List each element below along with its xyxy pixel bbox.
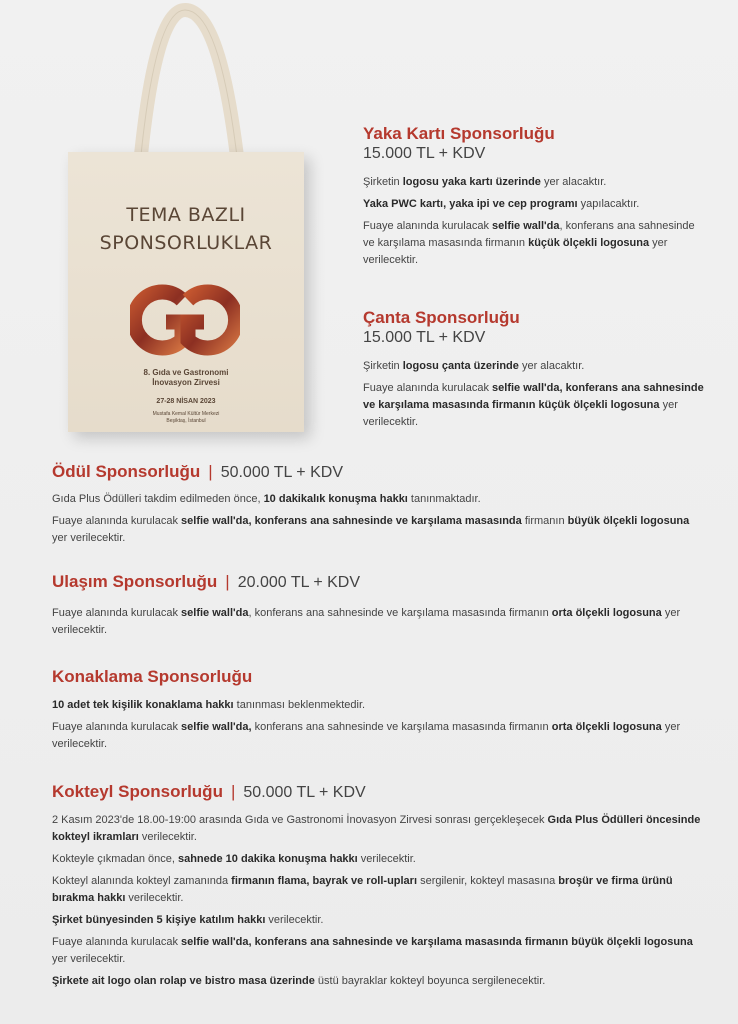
konaklama-section — [52, 667, 702, 758]
bag-title-line1: TEMA BAZLI — [126, 204, 246, 226]
bag-venue-line1: Mustafa Kemal Kültür Merkezi — [152, 411, 220, 417]
konaklama-item: Fuaye alanında kurulacak selfie wall'da, konferans ana sahnesinde ve karşılama masasında firmanın orta ölçekli logosuna yer verilecektir. — [52, 721, 681, 750]
gg-logo-icon — [130, 280, 240, 360]
bag-body — [68, 152, 304, 432]
canta-title: Çanta Sponsorluğu — [363, 308, 520, 327]
bag-venue-line2: Beşiktaş, İstanbul — [166, 418, 206, 424]
ulasim-section — [52, 572, 702, 644]
odul-heading: Ödül Sponsorluğu | 50.000 TL + KDV — [52, 462, 343, 481]
ulasim-price: 20.000 TL + KDV — [237, 574, 361, 591]
tote-bag-image — [60, 0, 310, 440]
kokteyl-section — [52, 782, 702, 995]
odul-item: Gıda Plus Ödülleri takdim edilmeden önce, 10 dakikalık konuşma hakkı tanınmaktadır. — [52, 493, 481, 505]
yaka-karti-title: Yaka Kartı Sponsorluğu — [363, 124, 555, 143]
kokteyl-item: 2 Kasım 2023'de 18.00-19:00 arasında Gıda ve Gastronomi İnovasyon Zirvesi sonrası gerçekleşecek Gıda Plus Ödülleri öncesinde kokteyl ikramları verilecektir. — [52, 814, 701, 843]
konaklama-heading: Konaklama Sponsorluğu — [52, 667, 253, 686]
canta-item: Fuaye alanında kurulacak selfie wall'da, konferans ana sahnesinde ve karşılama masasında firmanın küçük ölçekli logosuna yer verilecektir. — [363, 382, 704, 428]
bag-event-line1: 8. Gıda ve Gastronomi — [143, 368, 229, 377]
ulasim-item: Fuaye alanında kurulacak selfie wall'da, konferans ana sahnesinde ve karşılama masasında firmanın orta ölçekli logosuna yer verilecektir. — [52, 607, 681, 636]
yaka-karti-item: Yaka PWC kartı, yaka ipi ve cep programı yapılacaktır. — [363, 198, 640, 210]
bag-dates: 27-28 NİSAN 2023 — [156, 398, 216, 405]
kokteyl-price: 50.000 TL + KDV — [243, 784, 366, 801]
bag-handles-icon — [60, 0, 310, 170]
kokteyl-item: Şirkete ait logo olan rolap ve bistro masa üzerinde üstü bayraklar kokteyl boyunca sergilenecektir. — [52, 975, 546, 987]
yaka-karti-section — [363, 124, 708, 274]
konaklama-item: 10 adet tek kişilik konaklama hakkı tanınması beklenmektedir. — [52, 699, 366, 711]
yaka-karti-item: Şirketin logosu yaka kartı üzerinde yer alacaktır. — [363, 176, 607, 188]
kokteyl-item: Şirket bünyesinden 5 kişiye katılım hakkı verilecektir. — [52, 914, 324, 926]
canta-item: Şirketin logosu çanta üzerinde yer alacaktır. — [363, 360, 585, 372]
odul-section — [52, 462, 702, 552]
bag-title-line2: SPONSORLUKLAR — [99, 232, 273, 254]
kokteyl-item: Fuaye alanında kurulacak selfie wall'da, konferans ana sahnesinde ve karşılama masasında firmanın büyük ölçekli logosuna yer verilecektir. — [52, 936, 693, 965]
yaka-karti-item: Fuaye alanında kurulacak selfie wall'da, konferans ana sahnesinde ve karşılama masasında firmanın küçük ölçekli logosuna yer verilecektir. — [363, 220, 695, 266]
bag-event-line2: İnovasyon Zirvesi — [152, 378, 220, 387]
canta-section — [363, 308, 708, 436]
kokteyl-heading: Kokteyl Sponsorluğu | 50.000 TL + KDV — [52, 782, 366, 801]
canta-price: 15.000 TL + KDV — [363, 329, 486, 346]
odul-item: Fuaye alanında kurulacak selfie wall'da, konferans ana sahnesinde ve karşılama masasında firmanın büyük ölçekli logosuna yer verilecektir. — [52, 515, 690, 544]
kokteyl-item: Kokteyl alanında kokteyl zamanında firmanın flama, bayrak ve roll-upları sergilenir, kokteyl masasına broşür ve firma ürünü bırakma hakkı verilecektir. — [52, 875, 673, 904]
yaka-karti-price: 15.000 TL + KDV — [363, 145, 486, 162]
odul-price: 50.000 TL + KDV — [220, 464, 343, 481]
ulasim-heading: Ulaşım Sponsorluğu | 20.000 TL + KDV — [52, 572, 361, 591]
kokteyl-item: Kokteyle çıkmadan önce, sahnede 10 dakika konuşma hakkı verilecektir. — [52, 853, 416, 865]
